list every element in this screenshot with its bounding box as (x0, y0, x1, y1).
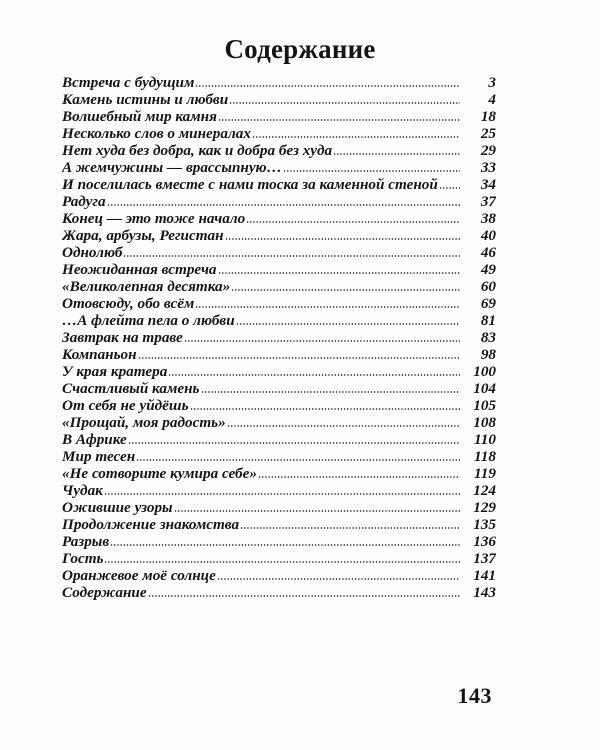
dot-leader (123, 255, 460, 257)
page-number: 143 (457, 683, 492, 708)
toc-entry-title: «Прощай, моя радость» (62, 414, 226, 431)
toc-entry-title: Несколько слов о минералах (62, 125, 251, 142)
dot-leader (225, 238, 460, 240)
dot-leader (240, 527, 460, 529)
toc-entry-title: Однолюб (62, 244, 123, 261)
toc-entry-title: Камень истины и любви (62, 91, 229, 108)
toc-entry (62, 448, 496, 465)
dot-leader (283, 170, 460, 172)
dot-leader (104, 493, 460, 495)
dot-leader (195, 306, 460, 308)
toc-entry (62, 108, 496, 125)
toc-entry (62, 329, 496, 346)
toc-entry (62, 482, 496, 499)
dot-leader (195, 85, 460, 87)
toc-entry-title: У края кратера (62, 363, 168, 380)
dot-leader (246, 221, 460, 223)
dot-leader (236, 323, 460, 325)
toc-entry-title: Жара, арбузы, Регистан (62, 227, 224, 244)
toc-entry-page: 33 (480, 159, 496, 176)
toc-entry-title: Волшебный мир камня (62, 108, 217, 125)
dot-leader (218, 119, 460, 121)
toc-entry-page: 69 (480, 295, 496, 312)
dot-leader (104, 561, 460, 563)
toc-entry-title: «Не сотворите кумира себе» (62, 465, 257, 482)
dot-leader (174, 510, 460, 512)
dot-leader (107, 204, 460, 206)
toc-entry-page: 143 (473, 584, 496, 601)
toc-entry (62, 227, 496, 244)
toc-entry-page: 129 (473, 499, 496, 516)
toc-entry (62, 465, 496, 482)
toc-entry (62, 295, 496, 312)
dot-leader (217, 578, 460, 580)
toc-entry (62, 363, 496, 380)
toc-entry-title: Конец — это тоже начало (62, 210, 246, 227)
toc-entry-page: 3 (488, 74, 496, 91)
toc-entry-page: 29 (480, 142, 496, 159)
toc-entry-page: 38 (480, 210, 496, 227)
toc-entry (62, 414, 496, 431)
toc-entry-page: 25 (480, 125, 496, 142)
toc-entry-page: 46 (480, 244, 496, 261)
toc-entry (62, 278, 496, 295)
dot-leader (168, 374, 460, 376)
toc-entry-title: Встреча с будущим (62, 74, 195, 91)
dot-leader (227, 425, 460, 427)
toc-entry-title: Разрыв (62, 533, 110, 550)
dot-leader (184, 340, 460, 342)
toc-entry (62, 125, 496, 142)
toc-entry (62, 567, 496, 584)
toc-entry (62, 550, 496, 567)
dot-leader (231, 289, 460, 291)
toc-entry-title: В Африке (62, 431, 127, 448)
dot-leader (136, 459, 460, 461)
toc-entry-page: 104 (473, 380, 496, 397)
dot-leader (258, 476, 460, 478)
toc-entry-page: 119 (474, 465, 496, 482)
page-title: Содержание (224, 34, 376, 64)
toc-entry-title: «Великолепная десятка» (62, 278, 231, 295)
toc-entry-title: Завтрак на траве (62, 329, 183, 346)
toc-entry (62, 91, 496, 108)
toc-entry-title: Ожившие узоры (62, 499, 173, 516)
toc-entry-page: 124 (473, 482, 496, 499)
toc-entry (62, 142, 496, 159)
dot-leader (229, 102, 460, 104)
toc-entry-page: 34 (480, 176, 496, 193)
toc-entry-page: 81 (480, 312, 496, 329)
dot-leader (201, 391, 461, 393)
toc-entry-page: 108 (473, 414, 496, 431)
toc-entry-title: Гость (62, 550, 104, 567)
dot-leader (148, 595, 460, 597)
toc-entry-page: 136 (473, 533, 496, 550)
toc-entry-page: 18 (480, 108, 496, 125)
toc-entry-page: 118 (474, 448, 496, 465)
toc-entry (62, 193, 496, 210)
toc-entry-page: 60 (480, 278, 496, 295)
toc-entry (62, 244, 496, 261)
toc-entry-title: Содержание (62, 584, 147, 601)
toc-entry (62, 380, 496, 397)
toc-entry-page: 83 (480, 329, 496, 346)
toc-entry-page: 137 (473, 550, 496, 567)
toc-entry (62, 516, 496, 533)
toc-entry (62, 176, 496, 193)
toc-entry-title: А жемчужины — врассыпную… (62, 159, 282, 176)
toc-entry (62, 74, 496, 91)
toc-entry-title: Компаньон (62, 346, 137, 363)
dot-leader (218, 272, 460, 274)
toc-entry (62, 431, 496, 448)
dot-leader (190, 408, 460, 410)
toc-entry-page: 100 (473, 363, 496, 380)
toc-entry (62, 533, 496, 550)
toc-entry (62, 210, 496, 227)
toc-entry-title: Отовсюду, обо всём (62, 295, 195, 312)
toc-entry-title: Радуга (62, 193, 106, 210)
toc-entry-page: 105 (473, 397, 496, 414)
toc-entry (62, 499, 496, 516)
toc-entry-title: Мир тесен (62, 448, 136, 465)
toc-entry-page: 4 (488, 91, 496, 108)
dot-leader (138, 357, 460, 359)
dot-leader (110, 544, 460, 546)
toc-entry (62, 312, 496, 329)
toc-entry-title: Нет худа без добра, как и добра без худа (62, 142, 333, 159)
toc-entry-page: 40 (480, 227, 496, 244)
toc-entry-title: Счастливый камень (62, 380, 200, 397)
toc-entry (62, 159, 496, 176)
dot-leader (439, 187, 460, 189)
toc-entry-page: 49 (480, 261, 496, 278)
toc-entry (62, 397, 496, 414)
dot-leader (128, 442, 460, 444)
toc-entry-page: 110 (474, 431, 496, 448)
toc-entry (62, 584, 496, 601)
toc-entry-title: От себя не уйдёшь (62, 397, 189, 414)
toc-entry-title: И поселилась вместе с нами тоска за каменной стеной (62, 176, 438, 193)
toc-entry-page: 37 (480, 193, 496, 210)
toc-entry-title: Неожиданная встреча (62, 261, 217, 278)
toc-entry-title: Продолжение знакомства (62, 516, 240, 533)
toc-entry (62, 261, 496, 278)
toc-entry-title: Оранжевое моё солнце (62, 567, 216, 584)
dot-leader (333, 153, 460, 155)
table-of-contents (62, 74, 496, 601)
toc-entry-page: 141 (473, 567, 496, 584)
dot-leader (252, 136, 460, 138)
toc-entry-title: Чудак (62, 482, 103, 499)
toc-entry (62, 346, 496, 363)
toc-entry-title: …А флейта пела о любви (62, 312, 235, 329)
toc-entry-page: 98 (480, 346, 496, 363)
toc-entry-page: 135 (473, 516, 496, 533)
